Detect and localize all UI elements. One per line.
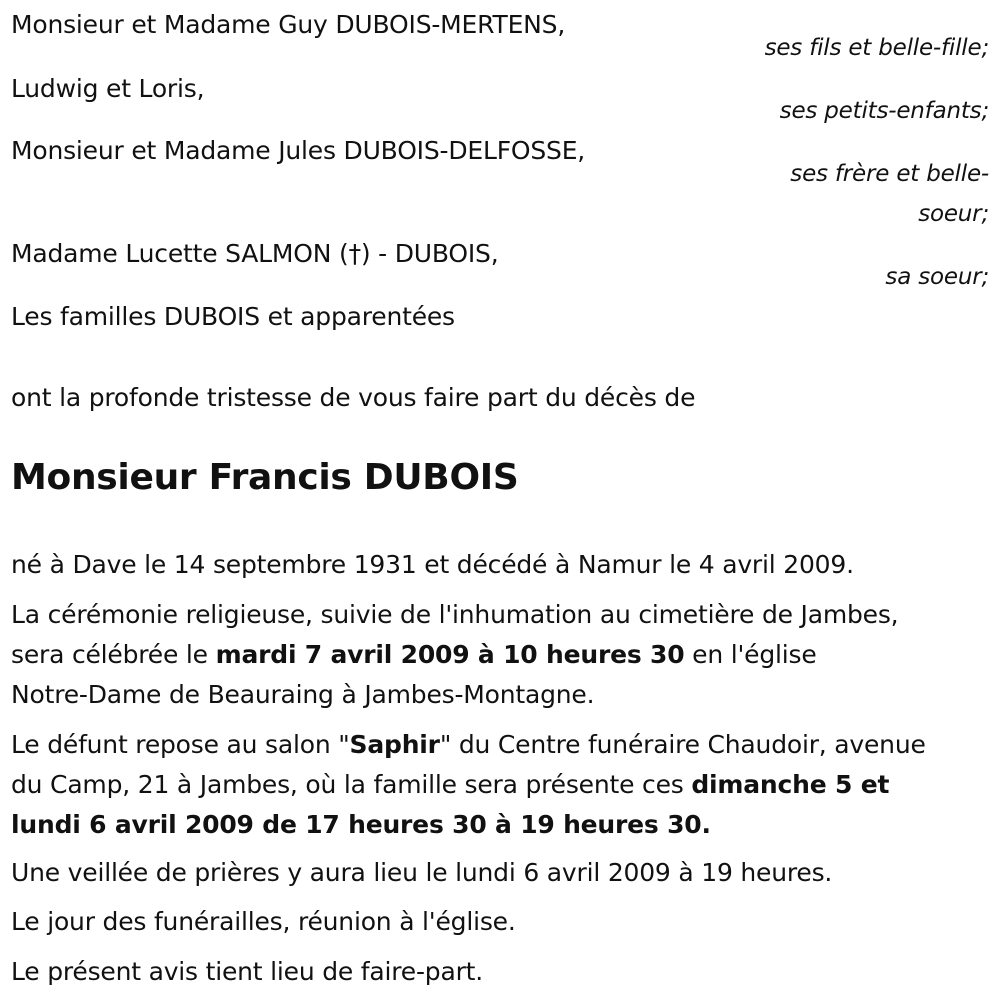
family-line-5: Les familles DUBOIS et apparentées [11,302,455,331]
announcement-text: ont la profonde tristesse de vous faire part du décès de [11,383,696,412]
deceased-name: Monsieur Francis DUBOIS [11,457,519,498]
family-relation-1: ses fils et belle-fille; [764,35,989,61]
family-line-2: Ludwig et Loris, [11,74,205,103]
ceremony-line-1: La cérémonie religieuse, suivie de l'inhumation au cimetière de Jambes, [11,600,899,629]
visitation-line-2: du Camp, 21 à Jambes, où la famille sera présente ces dimanche 5 et [11,770,890,799]
family-relation-3b: soeur; [918,201,989,227]
birth-death-text: né à Dave le 14 septembre 1931 et décédé à Namur le 4 avril 2009. [11,550,854,579]
visitation-date-end: lundi 6 avril 2009 de 17 heures 30 à 19 heures 30. [11,810,711,839]
family-line-4: Madame Lucette SALMON (†) - DUBOIS, [11,239,499,268]
meeting-text: Le jour des funérailles, réunion à l'église. [11,907,516,936]
family-line-1: Monsieur et Madame Guy DUBOIS-MERTENS, [11,10,566,39]
ceremony-line-2: sera célébrée le mardi 7 avril 2009 à 10 heures 30 en l'église [11,640,817,669]
vigil-text: Une veillée de prières y aura lieu le lundi 6 avril 2009 à 19 heures. [11,858,833,887]
ceremony-line-3: Notre-Dame de Beauraing à Jambes-Montagne. [11,680,595,709]
ceremony-paragraph [11,595,996,715]
visitation-date-start: dimanche 5 et [691,770,890,799]
notice-text: Le présent avis tient lieu de faire-part. [11,957,484,986]
family-relation-3a: ses frère et belle- [790,161,989,187]
visitation-line-1: Le défunt repose au salon "Saphir" du Centre funéraire Chaudoir, avenue [11,730,926,759]
family-relation-2: ses petits-enfants; [779,98,989,124]
visitation-line-3 [11,805,996,845]
family-line-3: Monsieur et Madame Jules DUBOIS-DELFOSSE, [11,136,586,165]
salon-name: Saphir [349,730,440,759]
ceremony-date: mardi 7 avril 2009 à 10 heures 30 [215,640,685,669]
family-relation-4: sa soeur; [885,264,989,290]
visitation-paragraph [11,725,996,845]
